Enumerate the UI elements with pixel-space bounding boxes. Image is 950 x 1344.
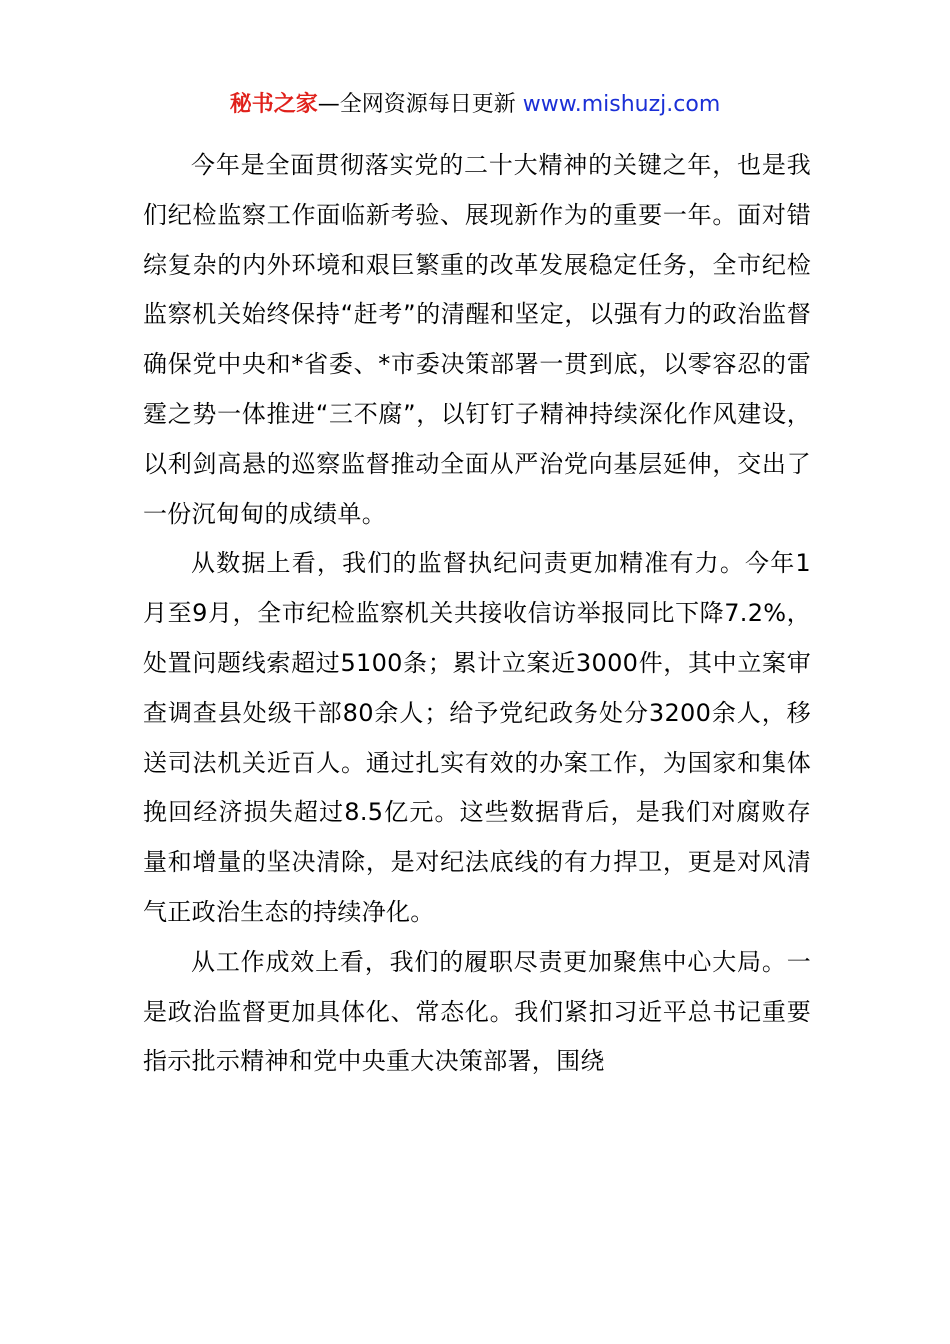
header-tagline: —全网资源每日更新 [317, 92, 523, 117]
page-header [0, 88, 950, 122]
document-body [143, 141, 811, 1087]
paragraph-data: 从数据上看，我们的监督执纪问责更加精准有力。今年1月至9月，全市纪检监察机关共接收信访举报同比下降7.2%，处置问题线索超过5100条；累计立案近3000件，其中立案审查调查县处级干部80余人；给予党纪政务处分3200余人，移送司法机关近百人。通过扎实有效的办案工作，为国家和集体挽回经济损失超过8.5亿元。这些数据背后，是我们对腐败存量和增量的坚决清除，是对纪法底线的有力捍卫，更是对风清气正政治生态的持续净化。 [143, 549, 811, 926]
brand-name: 秘书之家 [229, 92, 318, 117]
paragraph-results: 从工作成效上看，我们的履职尽责更加聚焦中心大局。一是政治监督更加具体化、常态化。我们紧扣习近平总书记重要指示批示精神和党中央重大决策部署，围绕 [143, 947, 811, 1076]
paragraph-intro: 今年是全面贯彻落实党的二十大精神的关键之年，也是我们纪检监察工作面临新考验、展现新作为的重要一年。面对错综复杂的内外环境和艰巨繁重的改革发展稳定任务，全市纪检监察机关始终保持“赶考”的清醒和坚定，以强有力的政治监督确保党中央和*省委、*市委决策部署一贯到底，以零容忍的雷霆之势一体推进“三不腐”，以钉钉子精神持续深化作风建设，以利剑高悬的巡察监督推动全面从严治党向基层延伸，交出了一份沉甸甸的成绩单。 [143, 151, 811, 528]
site-url[interactable]: www.mishuzj.com [522, 92, 721, 117]
